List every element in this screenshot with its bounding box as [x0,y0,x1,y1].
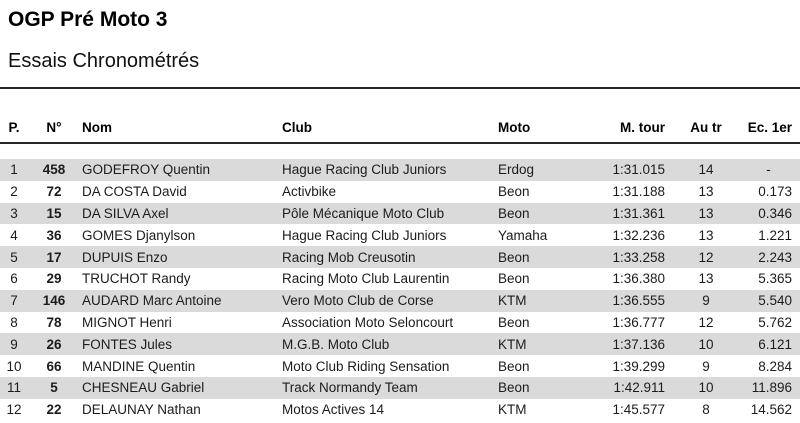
position-cell: 4 [10,227,18,243]
best_lap-cell: 1:31.188 [612,184,665,200]
club-cell: Vero Moto Club de Corse [282,293,434,309]
number-cell: 66 [46,358,62,374]
column-header-gap_first: Ec. 1er [745,88,800,143]
club-cell: M.G.B. Moto Club [282,336,390,352]
best_lap-cell: 1:33.258 [612,249,665,265]
table-row [0,377,800,399]
on_lap-cell: 8 [702,402,710,418]
table-row [0,290,800,312]
moto-cell: Beon [498,358,530,374]
number-cell: 29 [46,271,62,287]
name-cell: TRUCHOT Randy [82,271,191,287]
on_lap-cell: 13 [698,227,714,243]
name-cell: AUDARD Marc Antoine [82,293,222,309]
table-row [0,159,800,181]
column-header-number: N° [28,88,80,143]
name-cell: GOMES Djanylson [82,227,196,243]
table-row [0,181,800,203]
number-cell: 15 [46,205,62,221]
position-cell: 11 [6,380,21,396]
club-cell: Motos Actives 14 [282,402,385,418]
on_lap-cell: 12 [698,249,714,265]
best_lap-cell: 1:36.777 [612,314,665,330]
club-cell: Racing Mob Creusotin [282,249,416,265]
number-cell: 26 [46,336,62,352]
number-cell: 72 [46,184,62,200]
best_lap-cell: 1:36.380 [612,271,665,287]
club-cell: Racing Moto Club Laurentin [282,271,450,287]
moto-cell: Beon [498,271,530,287]
page-title: OGP Pré Moto 3 [8,8,168,31]
on_lap-cell: 14 [698,162,714,178]
best_lap-cell: 1:37.136 [612,336,665,352]
moto-cell: KTM [498,402,527,418]
gap_first-cell: 0.173 [758,184,792,200]
gap_first-cell: 11.896 [751,380,792,396]
header-row [0,88,800,143]
position-cell: 8 [10,314,18,330]
position-cell: 1 [10,162,18,178]
moto-cell: Erdog [498,162,535,178]
column-header-position: P. [0,88,28,143]
column-header-moto: Moto [496,88,600,143]
column-header-club: Club [280,88,496,143]
moto-cell: Yamaha [498,227,548,243]
best_lap-cell: 1:39.299 [612,358,665,374]
gap_first-cell: 2.243 [758,249,792,265]
name-cell: DUPUIS Enzo [82,249,168,265]
on_lap-cell: 10 [698,380,714,396]
club-cell: Association Moto Seloncourt [282,314,454,330]
results-table-body [0,143,800,423]
club-cell: Hague Racing Club Juniors [282,227,447,243]
number-cell: 22 [46,402,62,418]
number-cell: 17 [46,249,62,265]
table-row [0,333,800,355]
table-row [0,355,800,377]
gap_first-cell: 5.365 [758,271,792,287]
moto-cell: Beon [498,314,530,330]
column-header-best_lap: M. tour [600,88,667,143]
name-cell: DA COSTA David [82,184,187,200]
name-cell: DA SILVA Axel [82,205,169,221]
gap_first-cell: 14.562 [750,402,792,418]
table-row [0,399,800,421]
position-cell: 5 [10,249,18,265]
table-row [0,246,800,268]
table-row [0,203,800,225]
number-cell: 5 [50,380,58,396]
moto-cell: Beon [498,205,530,221]
header-gap-spacer [0,143,800,159]
position-cell: 7 [10,293,18,309]
position-cell: 6 [10,271,18,287]
best_lap-cell: 1:36.555 [612,293,665,309]
best_lap-cell: 1:32.236 [612,227,665,243]
club-cell: Activbike [282,184,337,200]
number-cell: 36 [46,227,62,243]
best_lap-cell: 1:42.911 [613,380,665,396]
on_lap-cell: 9 [702,293,710,309]
name-cell: DELAUNAY Nathan [82,402,201,418]
on_lap-cell: 13 [698,184,714,200]
column-header-name: Nom [80,88,280,143]
on_lap-cell: 13 [698,205,714,221]
on_lap-cell: 13 [698,271,714,287]
gap_first-cell: 5.762 [758,314,792,330]
gap_first-cell: 5.540 [758,293,792,309]
table-row [0,224,800,246]
name-cell: GODEFROY Quentin [82,162,211,178]
best_lap-cell: 1:31.015 [612,162,665,178]
club-cell: Track Normandy Team [282,380,418,396]
club-cell: Hague Racing Club Juniors [282,162,447,178]
gap_first-cell: 8.284 [758,358,792,374]
on_lap-cell: 10 [698,336,714,352]
name-cell: MIGNOT Henri [82,314,172,330]
position-cell: 3 [10,205,18,221]
club-cell: Moto Club Riding Sensation [282,358,450,374]
moto-cell: KTM [498,293,527,309]
club-cell: Pôle Mécanique Moto Club [282,205,445,221]
best_lap-cell: 1:45.577 [612,402,665,418]
number-cell: 458 [42,162,66,178]
session-subtitle: Essais Chronométrés [8,50,200,72]
moto-cell: Beon [498,184,530,200]
name-cell: FONTES Jules [82,336,173,352]
name-cell: CHESNEAU Gabriel [82,380,205,396]
gap_first-cell: 1.221 [758,227,792,243]
number-cell: 78 [46,314,62,330]
position-cell: 10 [6,358,22,374]
moto-cell: Beon [498,249,530,265]
table-row [0,312,800,334]
gap_first-cell: 6.121 [758,336,792,352]
moto-cell: KTM [498,336,527,352]
results-table-header [0,88,800,143]
position-cell: 12 [6,402,22,418]
best_lap-cell: 1:31.361 [612,205,665,221]
gap_first-cell: 0.346 [758,205,792,221]
results-table [0,87,800,423]
position-cell: 9 [10,336,18,352]
moto-cell: Beon [498,380,530,396]
on_lap-cell: 12 [698,314,714,330]
table-row [0,268,800,290]
number-cell: 146 [42,293,66,309]
name-cell: MANDINE Quentin [82,358,196,374]
on_lap-cell: 9 [702,358,710,374]
column-header-on_lap: Au tr [667,88,745,143]
gap_first-cell: - [766,162,771,178]
position-cell: 2 [10,184,18,200]
